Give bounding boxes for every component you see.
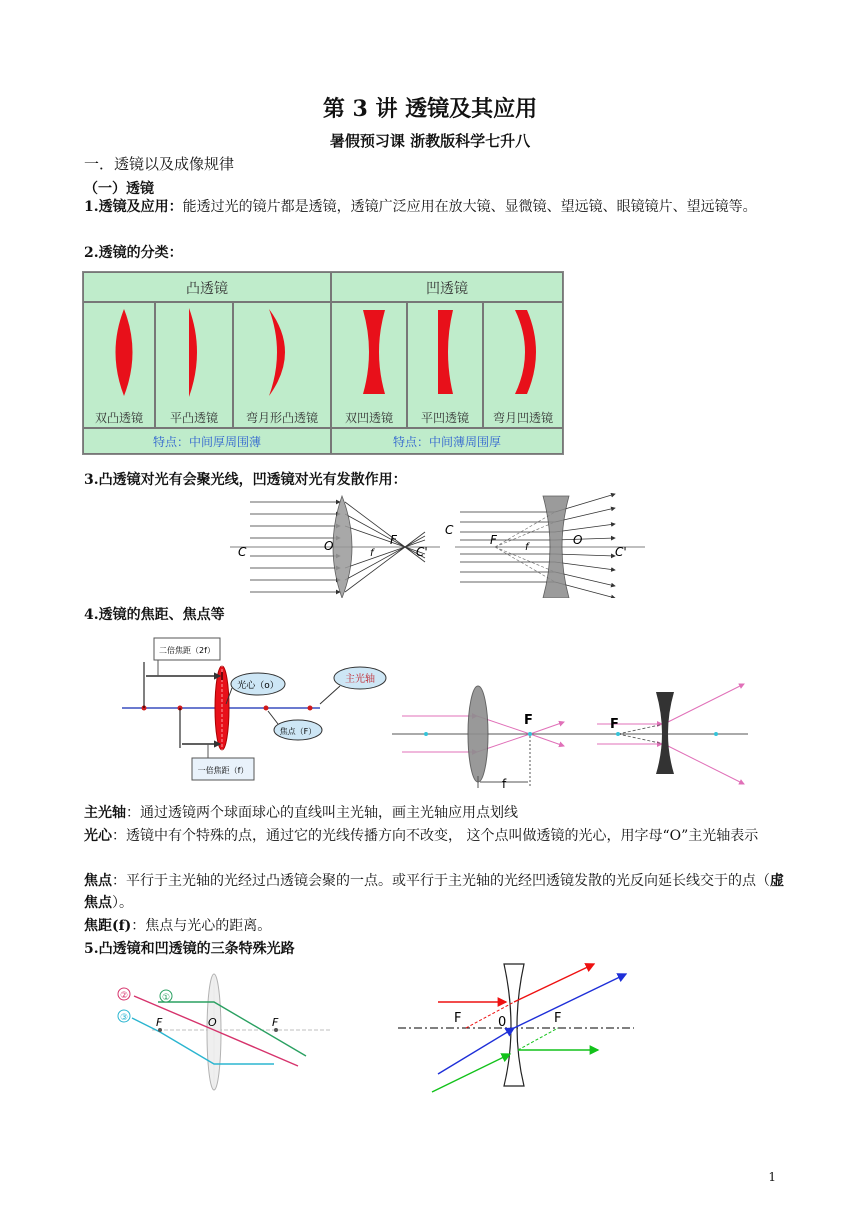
label-c: C <box>445 523 454 537</box>
label-o: O <box>324 539 334 553</box>
label-F: F <box>524 713 533 728</box>
text: ：通过透镜两个球面球心的直线叫主光轴，画主光轴应用点划线 <box>126 805 518 821</box>
label: 1.透镜及应用： <box>84 199 183 215</box>
label-c-prime: C' <box>615 545 627 559</box>
label-c-prime: C' <box>416 545 428 559</box>
page-subtitle: 暑假预习课 浙教版科学七升八 <box>329 132 531 150</box>
lens-type-label: 弯月凹透镜 <box>492 411 553 425</box>
definition-focal-length <box>84 915 784 937</box>
label-c: C <box>238 545 247 559</box>
label: 主光轴 <box>84 805 126 821</box>
paragraph-special-rays: 5.凸透镜和凹透镜的三条特殊光路 <box>84 941 295 957</box>
text: ：平行于主光轴的光经过凸透镜会聚的一点。或平行于主光轴的光经凹透镜发散的光反向延长线交于的点（ <box>112 873 770 889</box>
label-o: O <box>573 533 583 547</box>
label: 焦距(f) <box>84 918 132 934</box>
bold-text: 虚焦点 <box>84 873 784 911</box>
planoconcave-lens-shape <box>438 310 453 394</box>
convex-concave-ray-figure <box>230 492 650 598</box>
focal-length-labelled-figure <box>118 632 398 782</box>
label-F: F <box>554 1011 562 1026</box>
definition-focus <box>84 870 784 914</box>
label: 焦点 <box>84 873 112 889</box>
label-F: F <box>272 1016 279 1029</box>
ray-number-2: ② <box>119 991 129 1001</box>
convex-feature: 特点：中间厚周围薄 <box>152 435 261 449</box>
subsection-heading: （一）透镜 <box>84 181 154 197</box>
focus-ray-figure <box>392 680 752 792</box>
label-F: F <box>454 1011 462 1026</box>
concave-three-rays-figure <box>398 960 638 1100</box>
main-axis-label: 主光轴 <box>345 674 375 685</box>
text: 能透过光的镜片都是透镜，透镜广泛应用在放大镜、显微镜、望远镜、眼镜镜片、望远镜等。 <box>182 199 757 215</box>
label-focal-f: f <box>370 548 374 559</box>
convex-lens-diagram <box>230 496 440 598</box>
text: ）。 <box>112 895 133 911</box>
convex-three-rays-figure <box>112 972 332 1096</box>
paragraph-lens-effect: 3.凸透镜对光有会聚光线，凹透镜对光有发散作用： <box>84 472 407 488</box>
meniscus-convex-lens-shape <box>269 309 285 396</box>
label-f: f <box>502 777 507 791</box>
biconvex-lens-shape <box>116 309 133 396</box>
biconcave-lens-shape <box>363 310 385 394</box>
lens-type-label: 双凸透镜 <box>94 411 143 425</box>
text: ：焦点与光心的距离。 <box>131 918 272 934</box>
lens-type-label: 平凸透镜 <box>169 411 218 425</box>
twice-focal-label: 二倍焦距（2f） <box>159 646 215 655</box>
concave-lens-diagram <box>445 494 645 598</box>
planoconvex-lens-shape <box>189 308 197 397</box>
section-heading: 一．透镜以及成像规律 <box>84 155 235 173</box>
lens-shapes <box>83 272 563 454</box>
label-f: F <box>390 533 397 547</box>
lens-type-label: 双凹透镜 <box>344 411 393 425</box>
page-number: 1 <box>768 1170 776 1184</box>
lens-classification-table <box>82 271 564 455</box>
label-F: F <box>610 717 619 732</box>
meniscus-concave-lens-shape <box>515 310 536 394</box>
label-F: F <box>156 1016 163 1029</box>
definition-optical-center <box>84 825 784 847</box>
paragraph-lens-application <box>84 196 784 218</box>
focus-label: 焦点（F） <box>279 727 317 736</box>
convex-header: 凸透镜 <box>186 281 228 297</box>
label-O: O <box>208 1016 217 1029</box>
concave-lens-shape <box>656 692 674 774</box>
lens-type-label: 弯月形凸透镜 <box>245 411 318 425</box>
ray-number-1: ① <box>161 993 171 1003</box>
paragraph-focus: 4.透镜的焦距、焦点等 <box>84 607 225 623</box>
convex-lens-shape <box>468 686 488 782</box>
paragraph-lens-classification: 2.透镜的分类： <box>84 245 183 261</box>
concave-feature: 特点：中间薄周围厚 <box>392 435 501 449</box>
page-title: 第 3 讲 透镜及其应用 <box>322 96 538 122</box>
one-focal-label: 一倍焦距（f） <box>197 766 249 775</box>
label-f: F <box>490 533 497 547</box>
label: 光心 <box>84 828 112 844</box>
optical-center-label: 光心（o） <box>237 681 279 691</box>
label-focal-f: f <box>525 542 529 553</box>
text: ：透镜中有个特殊的点，通过它的光线传播方向不改变， 这个点叫做透镜的光心，用字母“O”主光轴表示 <box>112 828 759 844</box>
label-zero: 0 <box>498 1015 507 1030</box>
ray-number-3: ③ <box>119 1013 129 1023</box>
definition-main-axis <box>84 802 784 824</box>
lens-type-label: 平凹透镜 <box>420 411 469 425</box>
concave-header: 凹透镜 <box>426 281 468 297</box>
